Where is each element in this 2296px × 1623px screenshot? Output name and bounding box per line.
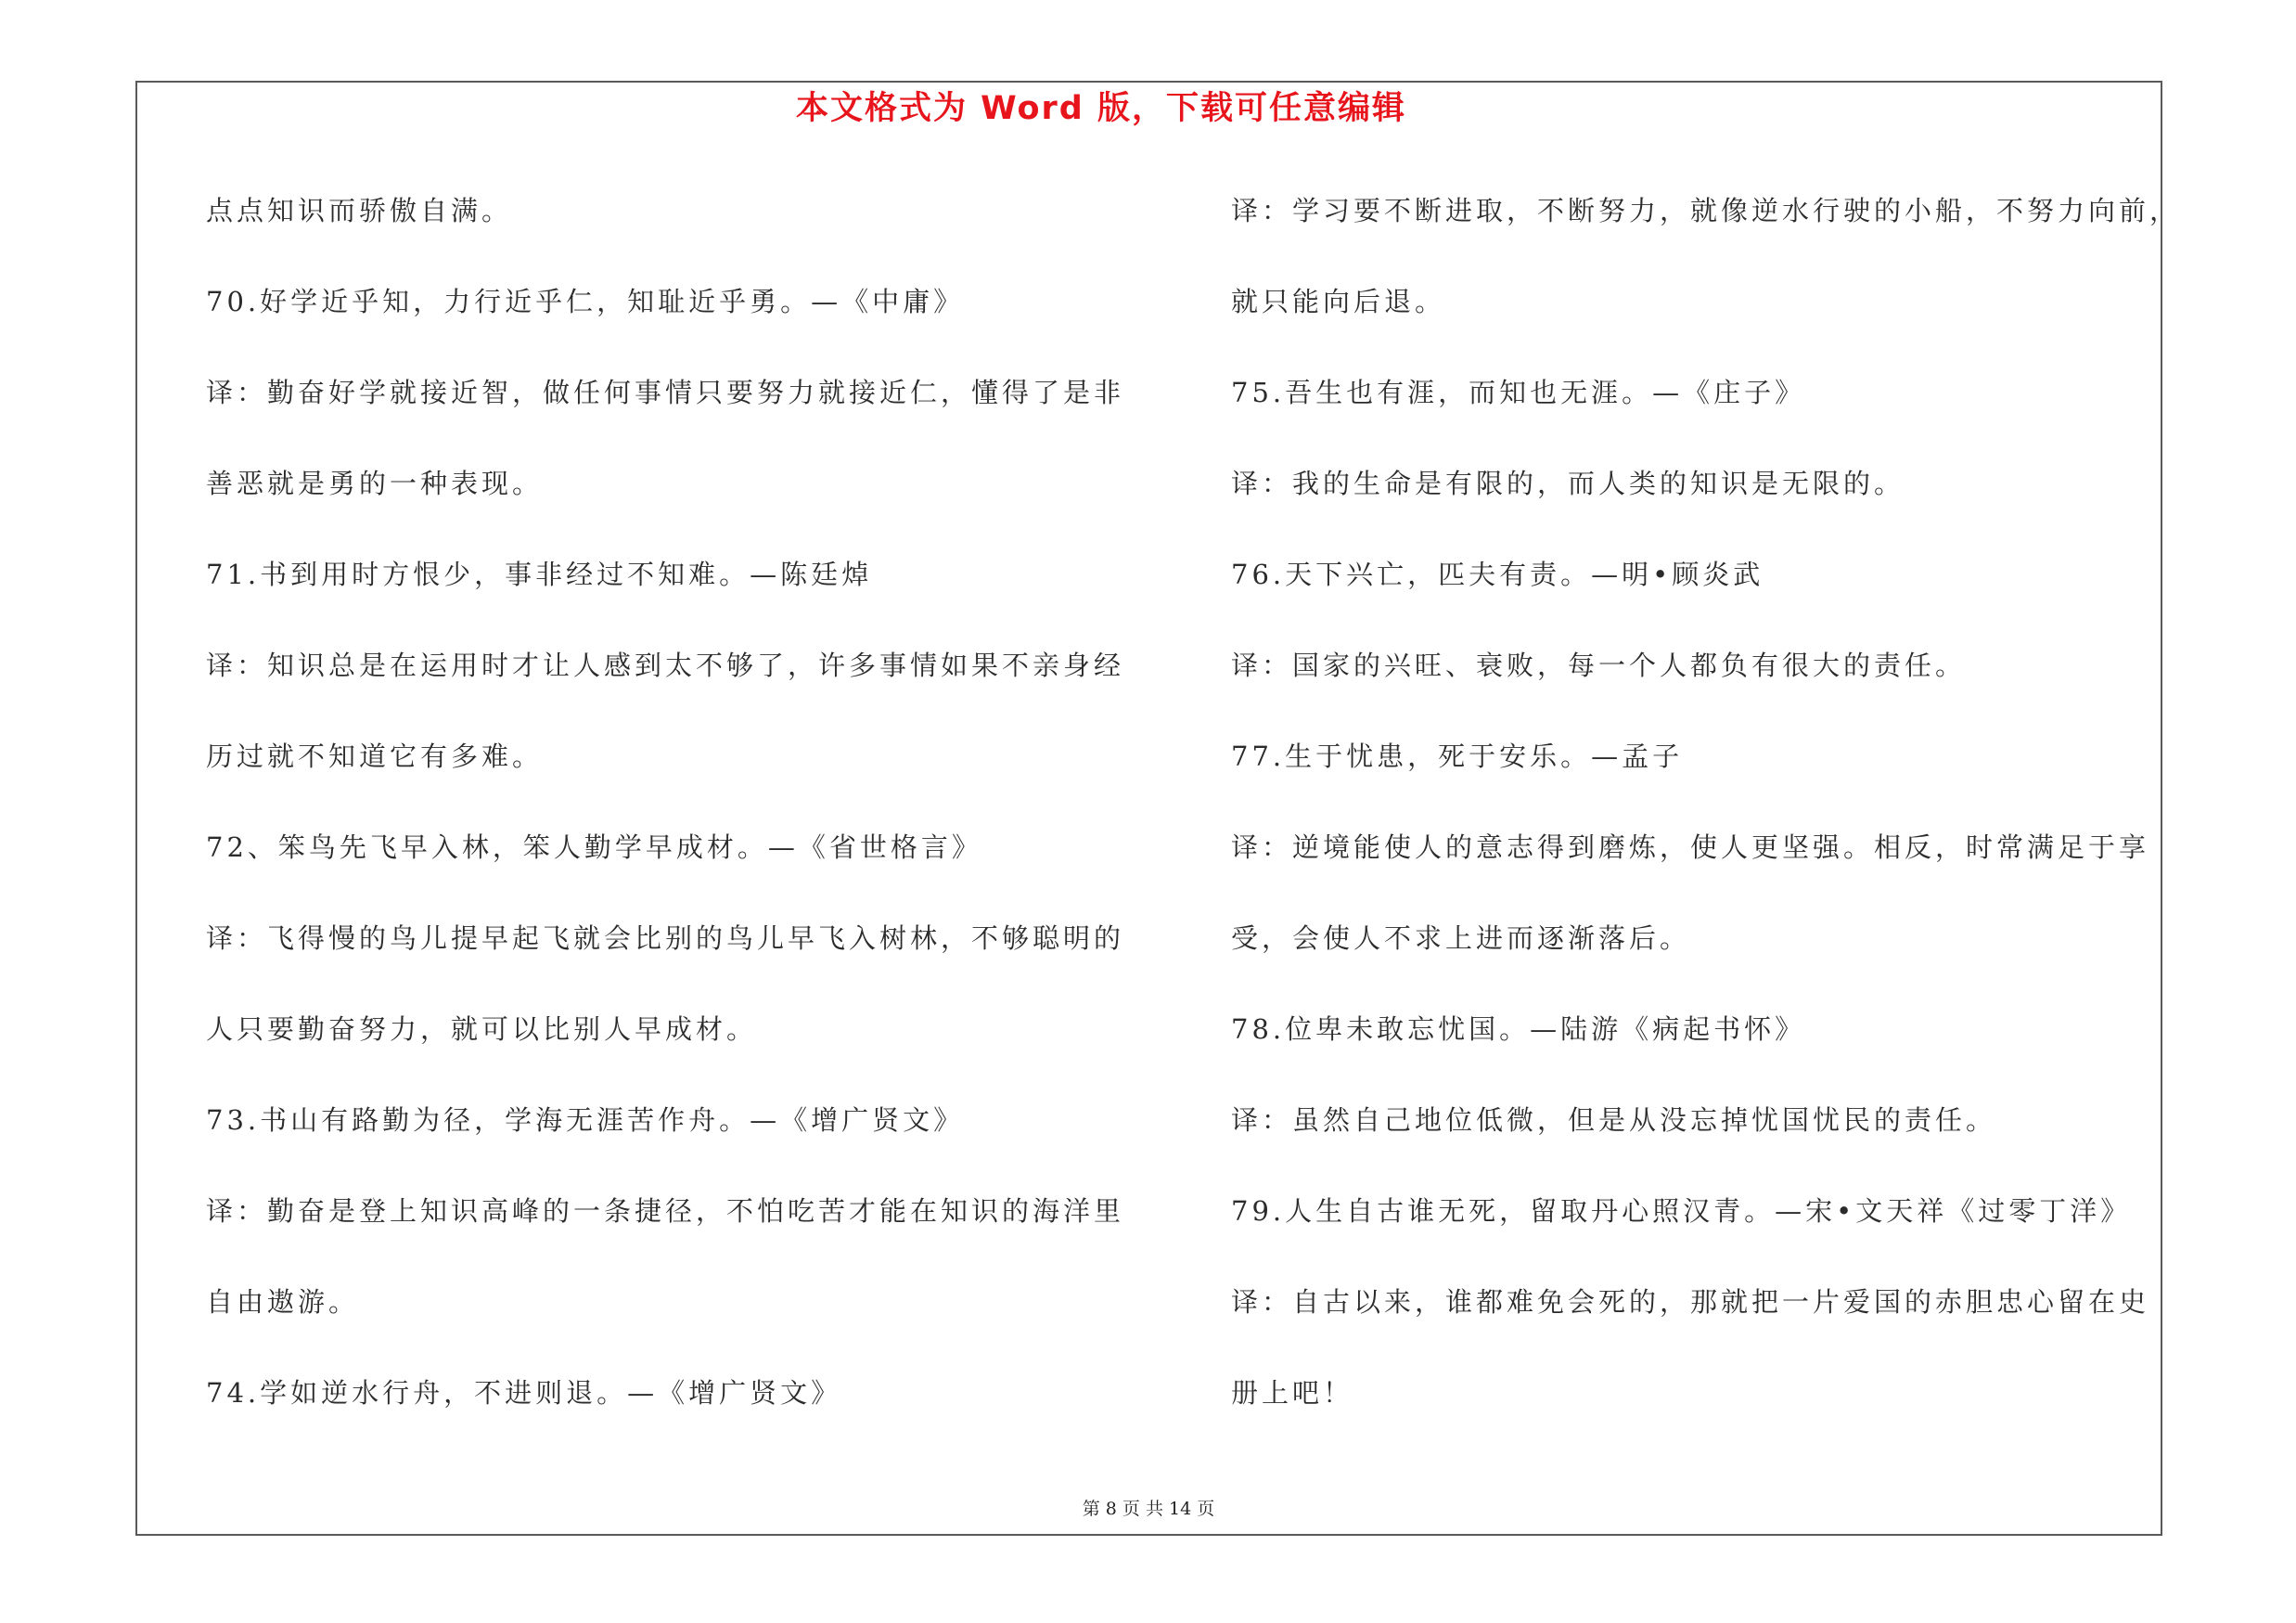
- right-column-line: 册上吧！: [1231, 1377, 1354, 1409]
- left-column-line: 点点知识而骄傲自满。: [206, 195, 513, 226]
- left-column-line: 71.书到用时方恨少，事非经过不知难。—陈廷焯: [206, 559, 873, 590]
- right-column-line: 译：逆境能使人的意志得到磨炼，使人更坚强。相反，时常满足于享: [1231, 831, 2150, 863]
- right-column-line: 79.人生自古谁无死，留取丹心照汉青。—宋•文天祥《过零丁洋》: [1231, 1195, 2132, 1227]
- left-column: [206, 165, 1189, 1438]
- page-number-footer: 第 8 页 共 14 页: [1082, 1499, 1215, 1519]
- right-column-line: 75.吾生也有涯，而知也无涯。—《庄子》: [1231, 377, 1806, 408]
- right-column-line: 受，会使人不求上进而逐渐落后。: [1231, 922, 1691, 954]
- right-column-line: 78.位卑未敢忘忧国。—陆游《病起书怀》: [1231, 1013, 1806, 1045]
- left-column-line: 74.学如逆水行舟，不进则退。—《增广贤文》: [206, 1377, 842, 1409]
- right-column-line: 译：自古以来，谁都难免会死的，那就把一片爱国的赤胆忠心留在史: [1231, 1286, 2150, 1318]
- right-column-line: 76.天下兴亡，匹夫有责。—明•顾炎武: [1231, 559, 1764, 590]
- left-column-line: 72、笨鸟先飞早入林，笨人勤学早成材。—《省世格言》: [206, 831, 982, 863]
- left-column-line: 译：飞得慢的鸟儿提早起飞就会比别的鸟儿早飞入树林，不够聪明的: [206, 922, 1125, 954]
- right-column: [1231, 165, 2270, 1438]
- left-column-line: 人只要勤奋努力，就可以比别人早成材。: [206, 1013, 758, 1045]
- left-column-line: 译：勤奋是登上知识高峰的一条捷径，不怕吃苦才能在知识的海洋里: [206, 1195, 1125, 1227]
- right-column-line: 译：学习要不断进取，不断努力，就像逆水行驶的小船，不努力向前，: [1231, 195, 2181, 226]
- right-column-line: 77.生于忧患，死于安乐。—孟子: [1231, 741, 1684, 772]
- left-column-line: 70.好学近乎知，力行近乎仁，知耻近乎勇。—《中庸》: [206, 286, 965, 317]
- right-column-line: 译：国家的兴旺、衰败，每一个人都负有很大的责任。: [1231, 650, 1967, 681]
- header-title: 本文格式为 Word 版，下载可任意编辑: [795, 90, 1407, 127]
- left-column-line: 73.书山有路勤为径，学海无涯苦作舟。—《增广贤文》: [206, 1104, 965, 1136]
- left-column-line: 历过就不知道它有多难。: [206, 741, 544, 772]
- left-column-line: 译：知识总是在运用时才让人感到太不够了，许多事情如果不亲身经: [206, 650, 1125, 681]
- right-column-line: 译：我的生命是有限的，而人类的知识是无限的。: [1231, 468, 1905, 499]
- right-column-line: 就只能向后退。: [1231, 286, 1446, 317]
- right-column-line: 译：虽然自己地位低微，但是从没忘掉忧国忧民的责任。: [1231, 1104, 1997, 1136]
- left-column-line: 自由遨游。: [206, 1286, 360, 1318]
- left-column-line: 善恶就是勇的一种表现。: [206, 468, 544, 499]
- left-column-line: 译：勤奋好学就接近智，做任何事情只要努力就接近仁，懂得了是非: [206, 377, 1125, 408]
